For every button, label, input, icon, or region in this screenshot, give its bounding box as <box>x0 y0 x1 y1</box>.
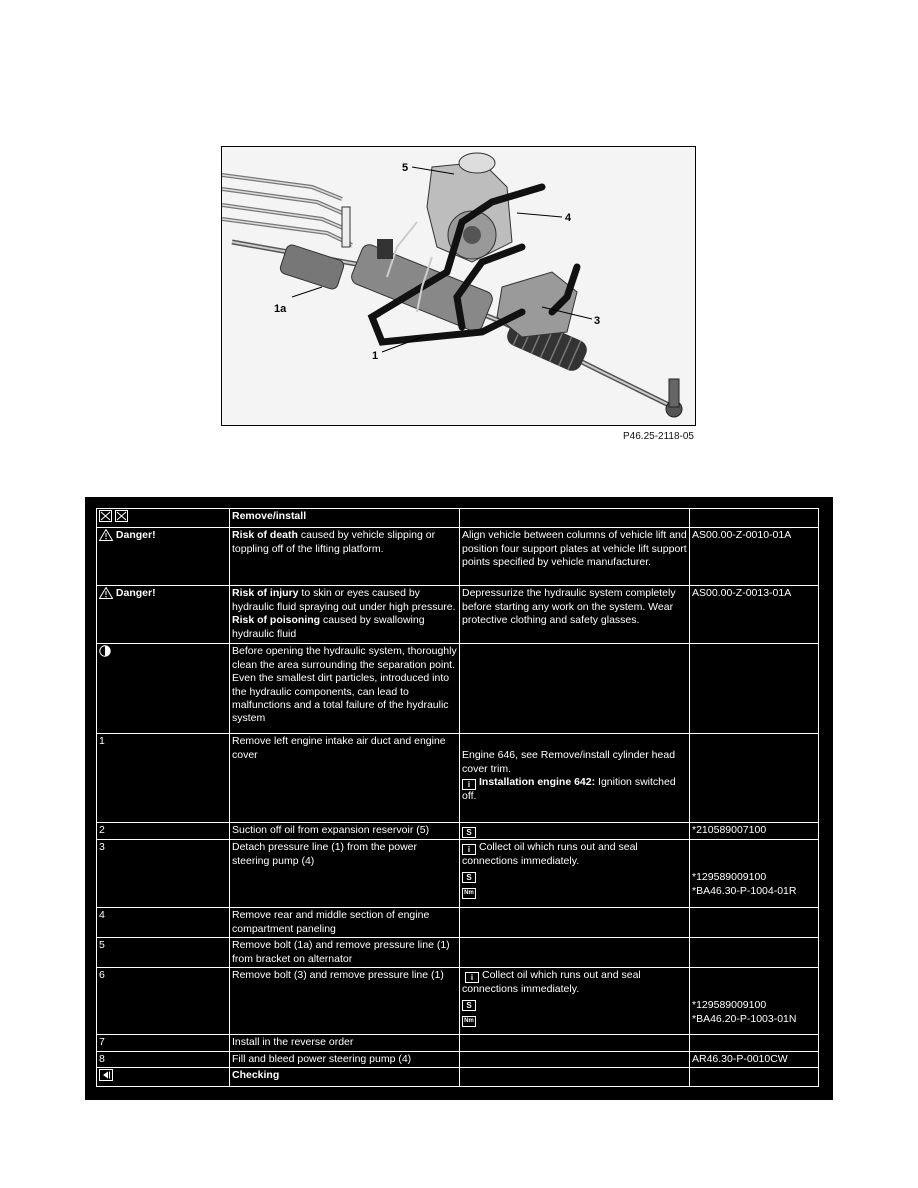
label-4: 4 <box>565 212 572 224</box>
step-action: Fill and bleed power steering pump (4) <box>230 1051 460 1067</box>
table-row-step-8 <box>97 1051 819 1067</box>
info-icon: i <box>462 844 476 855</box>
risk-text: to skin or eyes caused by hydraulic fluid spraying out under high pressure. <box>232 587 456 613</box>
procedure-table <box>96 508 819 1087</box>
procedure-panel <box>85 497 833 1100</box>
table-row-note <box>97 644 819 734</box>
step-ref: AR46.30-P-0010CW <box>690 1051 819 1067</box>
table-row-header <box>97 509 819 528</box>
risk-heading: Risk of injury <box>232 587 299 600</box>
step-number: 4 <box>97 908 230 938</box>
step-number: 7 <box>97 1035 230 1051</box>
risk-heading: Risk of death <box>232 529 298 542</box>
power-steering-diagram <box>222 147 694 424</box>
special-tool-icon: S <box>462 827 476 838</box>
warning-triangle-icon <box>99 587 113 603</box>
special-tool-icon: S <box>462 1000 476 1011</box>
risk-heading: Risk of poisoning <box>232 614 321 627</box>
table-row-step-3 <box>97 840 819 908</box>
step-action: Remove bolt (1a) and remove pressure line (1) from bracket on alternator <box>230 938 460 968</box>
danger-ref: AS00.00-Z-0013-01A <box>690 586 819 644</box>
tool-ref: *129589009100 <box>692 871 767 884</box>
step-number: 6 <box>97 968 230 1035</box>
steering-system-illustration <box>221 146 696 426</box>
torque-ref: *BA46.30-P-1004-01R <box>692 884 797 897</box>
label-5: 5 <box>402 162 409 174</box>
risk-text: caused by swallowing hydraulic fluid <box>232 614 425 640</box>
label-1: 1 <box>372 350 379 362</box>
step-number: 1 <box>97 734 230 823</box>
tool-ref: *129589009100 <box>692 999 767 1012</box>
remove-install-icon <box>99 510 129 526</box>
info-text: Collect oil which runs out and seal connections immediately. <box>462 841 638 868</box>
step-action: Remove left engine intake air duct and engine cover <box>230 734 460 823</box>
note-text: Before opening the hydraulic system, thoroughly clean the area surrounding the separation point. Even the smallest dirt particles, introduced into the hydraulic components, can lead to malfunctions and a total failure of the hydraulic system <box>230 644 460 734</box>
step-action: Remove bolt (3) and remove pressure line (1) <box>230 968 460 1035</box>
step-action: Remove rear and middle section of engine compartment paneling <box>230 908 460 938</box>
label-1a: 1a <box>274 303 287 315</box>
figure-caption: P46.25-2118-05 <box>623 431 694 442</box>
danger-measure: Depressurize the hydraulic system completely before starting any work on the system. Wear protective clothing and safety glasses. <box>460 586 690 644</box>
special-tool-icon: S <box>462 872 476 883</box>
danger-measure: Align vehicle between columns of vehicle lift and position four support plates at vehicle lift support points specified by vehicle manufacturer. <box>460 528 690 586</box>
table-row-step-5 <box>97 938 819 968</box>
step-number: 3 <box>97 840 230 908</box>
info-text: Collect oil which runs out and seal connections immediately. <box>462 969 641 996</box>
torque-ref: *BA46.20-P-1003-01N <box>692 1012 797 1025</box>
header-title: Remove/install <box>230 509 460 528</box>
table-row-step-7 <box>97 1035 819 1051</box>
warning-triangle-icon <box>99 529 113 545</box>
checking-icon <box>99 1069 113 1085</box>
checking-label: Checking <box>230 1068 460 1087</box>
torque-spec-icon: Nm <box>462 888 476 899</box>
step-action: Detach pressure line (1) from the power steering pump (4) <box>230 840 460 908</box>
step-number: 5 <box>97 938 230 968</box>
step-detail: Engine 646, see Remove/install cylinder head cover trim. <box>462 749 676 775</box>
environment-note-icon <box>99 645 111 661</box>
step-action: Suction off oil from expansion reservoir (5) <box>230 823 460 840</box>
table-row-step-6 <box>97 968 819 1035</box>
info-text: Ignition switched off. <box>462 776 676 803</box>
table-row-danger-1 <box>97 528 819 586</box>
torque-spec-icon: Nm <box>462 1016 476 1027</box>
info-heading: Installation engine 642: <box>479 776 596 789</box>
info-icon: i <box>465 972 479 983</box>
step-number: 2 <box>97 823 230 840</box>
step-ref: *210589007100 <box>690 823 819 840</box>
table-row-checking <box>97 1068 819 1087</box>
step-action: Install in the reverse order <box>230 1035 460 1051</box>
label-3: 3 <box>594 315 601 327</box>
table-row-step-2 <box>97 823 819 840</box>
danger-ref: AS00.00-Z-0010-01A <box>690 528 819 586</box>
table-row-step-1 <box>97 734 819 823</box>
risk-text: caused by vehicle slipping or toppling off of the lifting platform. <box>232 529 436 555</box>
table-row-step-4 <box>97 908 819 938</box>
danger-label: Danger! <box>115 587 156 600</box>
info-icon: i <box>462 779 476 790</box>
step-number: 8 <box>97 1051 230 1067</box>
danger-label: Danger! <box>115 529 156 542</box>
table-row-danger-2 <box>97 586 819 644</box>
